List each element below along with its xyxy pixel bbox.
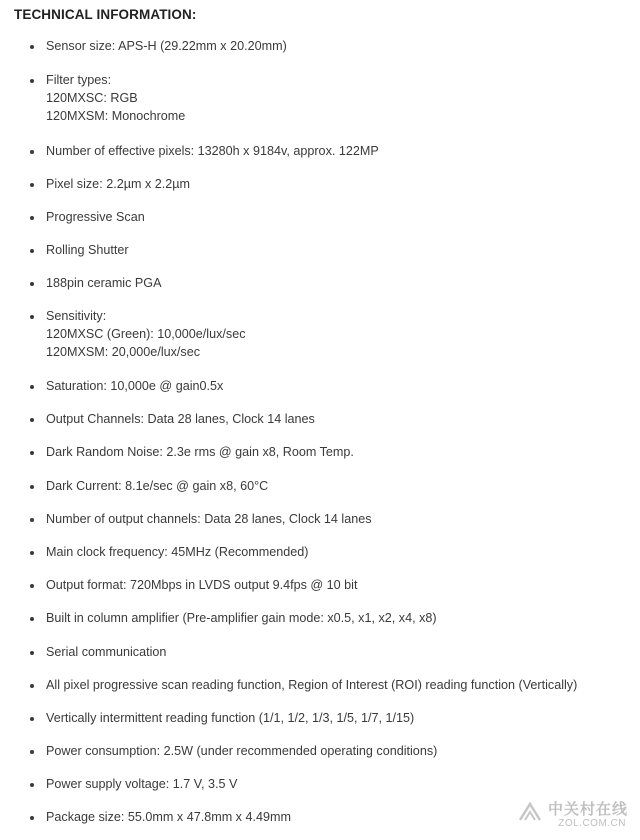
bullet-icon: [30, 551, 34, 555]
bullet-icon: [30, 150, 34, 154]
bullet-icon: [30, 249, 34, 253]
zol-logo-icon: [516, 800, 544, 828]
spec-item: [46, 808, 291, 826]
spec-item: [46, 609, 437, 627]
spec-item-text: Number of output channels: Data 28 lanes, Clock 14 lanes: [46, 512, 372, 526]
watermark: [514, 796, 634, 836]
spec-item: [46, 142, 379, 160]
spec-item: [46, 510, 372, 528]
spec-item: [46, 543, 308, 561]
spec-item-text: Built in column amplifier (Pre-amplifier gain mode: x0.5, x1, x2, x4, x8): [46, 611, 437, 625]
bullet-icon: [30, 717, 34, 721]
spec-item-text: Power consumption: 2.5W (under recommended operating conditions): [46, 744, 438, 758]
spec-item-text: Saturation: 10,000e @ gain0.5x: [46, 379, 224, 393]
spec-item-text: 188pin ceramic PGA: [46, 276, 162, 290]
spec-item-text: Output format: 720Mbps in LVDS output 9.4fps @ 10 bit: [46, 578, 358, 592]
spec-item: [46, 307, 246, 361]
spec-item-text: Progressive Scan: [46, 210, 145, 224]
spec-item: [46, 443, 354, 461]
bullet-icon: [30, 418, 34, 422]
bullet-icon: [30, 216, 34, 220]
bullet-icon: [30, 385, 34, 389]
spec-item: [46, 377, 223, 395]
spec-item-text: Vertically intermittent reading function (1/1, 1/2, 1/3, 1/5, 1/7, 1/15): [46, 711, 415, 725]
spec-item-text: Filter types:: [46, 73, 112, 87]
bullet-icon: [30, 783, 34, 787]
spec-item: [46, 775, 237, 793]
bullet-icon: [30, 451, 34, 455]
spec-item-subline: 120MXSM: Monochrome: [46, 109, 186, 123]
bullet-icon: [30, 315, 34, 319]
page-title: TECHNICAL INFORMATION:: [14, 7, 197, 22]
spec-item: [46, 477, 268, 495]
spec-item-text: Rolling Shutter: [46, 243, 129, 257]
spec-item-text: Sensitivity:: [46, 309, 107, 323]
bullet-icon: [30, 485, 34, 489]
spec-item-text: Pixel size: 2.2µm x 2.2µm: [46, 177, 190, 191]
spec-item-text: Output Channels: Data 28 lanes, Clock 14 lanes: [46, 412, 315, 426]
spec-item: [46, 410, 315, 428]
spec-item-text: Dark Random Noise: 2.3e rms @ gain x8, Room Temp.: [46, 445, 354, 459]
spec-item: [46, 37, 287, 55]
bullet-icon: [30, 45, 34, 49]
spec-item: [46, 676, 577, 694]
spec-item-text: Main clock frequency: 45MHz (Recommended): [46, 545, 309, 559]
spec-item: [46, 274, 162, 292]
spec-item-subline: 120MXSC: RGB: [46, 91, 138, 105]
spec-item: [46, 208, 145, 226]
bullet-icon: [30, 79, 34, 83]
spec-item: [46, 643, 166, 661]
spec-item-text: Power supply voltage: 1.7 V, 3.5 V: [46, 777, 238, 791]
spec-item: [46, 71, 185, 125]
bullet-icon: [30, 684, 34, 688]
spec-item: [46, 241, 129, 259]
spec-item-text: Serial communication: [46, 645, 167, 659]
spec-item: [46, 576, 357, 594]
spec-item-text: Sensor size: APS-H (29.22mm x 20.20mm): [46, 39, 287, 53]
spec-item: [46, 709, 414, 727]
spec-item-text: Package size: 55.0mm x 47.8mm x 4.49mm: [46, 810, 291, 824]
spec-item-text: Number of effective pixels: 13280h x 9184v, approx. 122MP: [46, 144, 379, 158]
bullet-icon: [30, 750, 34, 754]
bullet-icon: [30, 183, 34, 187]
spec-item-text: All pixel progressive scan reading function, Region of Interest (ROI) reading function (Vertically): [46, 678, 578, 692]
bullet-icon: [30, 651, 34, 655]
watermark-en: ZOL.COM.CN: [558, 818, 626, 829]
spec-item: [46, 742, 437, 760]
watermark-cn: 中关村在线: [547, 801, 628, 818]
bullet-icon: [30, 282, 34, 286]
spec-item-text: Dark Current: 8.1e/sec @ gain x8, 60°C: [46, 479, 269, 493]
spec-item-subline: 120MXSM: 20,000e/lux/sec: [46, 345, 201, 359]
bullet-icon: [30, 617, 34, 621]
spec-item: [46, 175, 190, 193]
spec-item-subline: 120MXSC (Green): 10,000e/lux/sec: [46, 327, 246, 341]
bullet-icon: [30, 816, 34, 820]
bullet-icon: [30, 518, 34, 522]
bullet-icon: [30, 584, 34, 588]
